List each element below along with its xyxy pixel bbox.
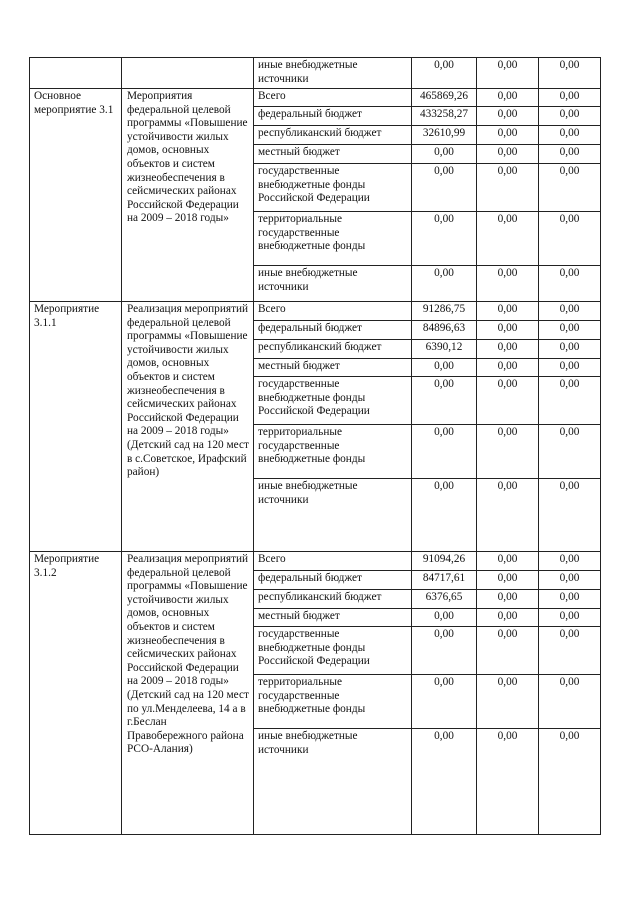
value-cell: 0,00	[477, 212, 539, 266]
value-cell: 0,00	[539, 212, 601, 266]
value-cell: 0,00	[412, 377, 477, 425]
value-cell: 0,00	[412, 359, 477, 377]
value-cell: 0,00	[539, 359, 601, 377]
value-cell: 0,00	[539, 552, 601, 571]
value-cell: 0,00	[539, 609, 601, 627]
value-cell: 0,00	[477, 359, 539, 377]
value-cell: 0,00	[412, 58, 477, 89]
event-cell: Основное мероприятие 3.1	[30, 89, 122, 302]
value-cell: 0,00	[412, 164, 477, 212]
value-cell: 0,00	[412, 266, 477, 302]
value-cell: 0,00	[412, 145, 477, 164]
value-cell: 32610,99	[412, 126, 477, 145]
value-cell: 0,00	[412, 425, 477, 479]
source-cell: государственные внебюджетные фонды Российской Федерации	[254, 627, 412, 675]
value-cell: 0,00	[477, 377, 539, 425]
value-cell: 0,00	[477, 425, 539, 479]
value-cell: 0,00	[477, 302, 539, 321]
value-cell: 0,00	[539, 729, 601, 835]
value-cell: 0,00	[477, 340, 539, 359]
value-cell: 433258,27	[412, 107, 477, 126]
value-cell: 0,00	[539, 126, 601, 145]
source-cell: иные внебюджетные источники	[254, 266, 412, 302]
value-cell: 0,00	[477, 321, 539, 340]
value-cell: 0,00	[477, 479, 539, 552]
value-cell: 0,00	[477, 729, 539, 835]
source-cell: республиканский бюджет	[254, 590, 412, 609]
value-cell: 0,00	[412, 212, 477, 266]
value-cell: 0,00	[477, 126, 539, 145]
table-row	[30, 58, 601, 89]
description-cell: Мероприятия федеральной целевой программы «Повышение устойчивости жилых домов, основных объектов и систем жизнеобеспечения в сейсмических районах Российской Федерации на 2009 – 2018 годы»	[122, 89, 254, 302]
source-cell: территориальные государственные внебюджетные фонды	[254, 425, 412, 479]
source-cell: местный бюджет	[254, 609, 412, 627]
value-cell: 0,00	[477, 107, 539, 126]
value-cell: 0,00	[412, 675, 477, 729]
table-row	[30, 552, 601, 571]
source-cell: Всего	[254, 89, 412, 107]
source-cell: территориальные государственные внебюджетные фонды	[254, 675, 412, 729]
value-cell: 0,00	[477, 58, 539, 89]
value-cell: 0,00	[477, 675, 539, 729]
source-cell: федеральный бюджет	[254, 107, 412, 126]
value-cell: 0,00	[477, 609, 539, 627]
source-cell: республиканский бюджет	[254, 340, 412, 359]
value-cell: 91286,75	[412, 302, 477, 321]
source-cell: федеральный бюджет	[254, 571, 412, 590]
value-cell: 0,00	[477, 627, 539, 675]
value-cell: 0,00	[539, 425, 601, 479]
source-cell: государственные внебюджетные фонды Российской Федерации	[254, 377, 412, 425]
value-cell: 91094,26	[412, 552, 477, 571]
value-cell: 0,00	[412, 729, 477, 835]
table-row	[30, 302, 601, 321]
source-cell: государственные внебюджетные фонды Российской Федерации	[254, 164, 412, 212]
value-cell: 6376,65	[412, 590, 477, 609]
description-cell	[122, 58, 254, 89]
event-cell: Мероприятие 3.1.2	[30, 552, 122, 835]
value-cell: 0,00	[539, 479, 601, 552]
source-cell: иные внебюджетные источники	[254, 479, 412, 552]
value-cell: 0,00	[539, 340, 601, 359]
event-cell: Мероприятие 3.1.1	[30, 302, 122, 552]
description-cell: Реализация мероприятий федеральной целевой программы «Повышение устойчивости жилых домов, основных объектов и систем жизнеобеспечения в сейсмических районах Российской Федерации на 2009 – 2018 годы» (Детский сад на 120 мест по ул.Менделеева, 14 а в г.Беслан Правобережного района РСО-Алания)	[122, 552, 254, 835]
value-cell: 0,00	[477, 145, 539, 164]
source-cell: иные внебюджетные источники	[254, 58, 412, 89]
description-cell: Реализация мероприятий федеральной целевой программы «Повышение устойчивости жилых домов, основных объектов и систем жизнеобеспечения в сейсмических районах Российской Федерации на 2009 – 2018 годы» (Детский сад на 120 мест в с.Советское, Ирафский район)	[122, 302, 254, 552]
event-cell	[30, 58, 122, 89]
value-cell: 84717,61	[412, 571, 477, 590]
value-cell: 6390,12	[412, 340, 477, 359]
source-cell: иные внебюджетные источники	[254, 729, 412, 835]
value-cell: 0,00	[539, 89, 601, 107]
value-cell: 0,00	[477, 590, 539, 609]
value-cell: 0,00	[539, 377, 601, 425]
value-cell: 0,00	[412, 479, 477, 552]
value-cell: 0,00	[539, 571, 601, 590]
table-row	[30, 89, 601, 107]
value-cell: 0,00	[539, 266, 601, 302]
source-cell: Всего	[254, 302, 412, 321]
value-cell: 84896,63	[412, 321, 477, 340]
value-cell: 0,00	[539, 321, 601, 340]
value-cell: 0,00	[539, 675, 601, 729]
funding-table	[29, 57, 601, 835]
value-cell: 0,00	[539, 627, 601, 675]
source-cell: Всего	[254, 552, 412, 571]
value-cell: 0,00	[539, 302, 601, 321]
value-cell: 0,00	[477, 571, 539, 590]
source-cell: республиканский бюджет	[254, 126, 412, 145]
value-cell: 0,00	[477, 164, 539, 212]
value-cell: 0,00	[477, 552, 539, 571]
value-cell: 465869,26	[412, 89, 477, 107]
value-cell: 0,00	[539, 145, 601, 164]
value-cell: 0,00	[539, 164, 601, 212]
source-cell: местный бюджет	[254, 145, 412, 164]
value-cell: 0,00	[539, 590, 601, 609]
value-cell: 0,00	[477, 266, 539, 302]
value-cell: 0,00	[539, 58, 601, 89]
value-cell: 0,00	[412, 627, 477, 675]
source-cell: территориальные государственные внебюджетные фонды	[254, 212, 412, 266]
source-cell: местный бюджет	[254, 359, 412, 377]
source-cell: федеральный бюджет	[254, 321, 412, 340]
value-cell: 0,00	[412, 609, 477, 627]
value-cell: 0,00	[477, 89, 539, 107]
value-cell: 0,00	[539, 107, 601, 126]
